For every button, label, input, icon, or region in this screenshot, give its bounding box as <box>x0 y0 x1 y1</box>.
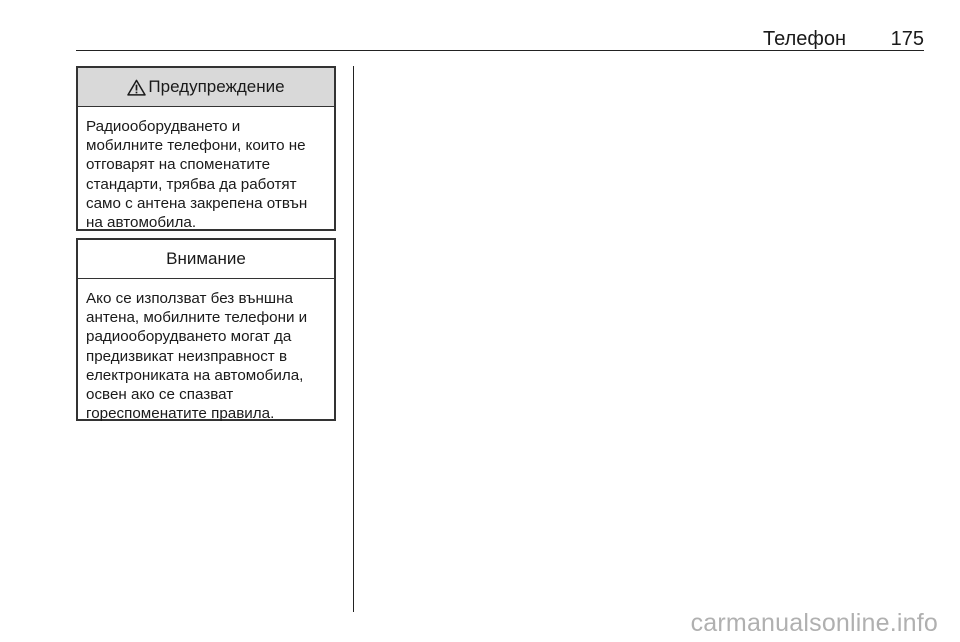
warning-text-line: стандарти, трябва да работят <box>86 175 297 193</box>
warning-text-line: мобилните телефони, които не <box>86 137 306 155</box>
caution-box-heading: Внимание <box>166 249 246 268</box>
caution-text-line: гореспоменатите правила. <box>86 405 275 423</box>
caution-box-header <box>78 240 334 279</box>
warning-box-body <box>78 107 334 232</box>
caution-text-line: антена, мобилните телефони и <box>86 309 308 327</box>
column-divider <box>353 66 354 612</box>
warning-text-line: на автомобила. <box>86 214 197 232</box>
caution-text-line: електрониката на автомобила, <box>86 366 304 384</box>
warning-text-line: Радиооборудването и <box>86 118 241 135</box>
caution-text-line: радиооборудването могат да <box>86 328 292 346</box>
caution-text-line: предизвикат неизправност в <box>86 347 288 365</box>
warning-text-line: само с антена закрепена отвън <box>86 194 308 212</box>
page-title: Телефон <box>763 28 846 50</box>
caution-box-body <box>78 279 334 423</box>
caution-text-line: Ако се използват без външна <box>86 290 293 307</box>
caution-box <box>76 238 336 421</box>
caution-text-line: освен ако се спазват <box>86 386 234 404</box>
warning-triangle-icon <box>127 79 146 96</box>
warning-text-line: отговарят на споменатите <box>86 156 271 174</box>
warning-box <box>76 66 336 231</box>
page-header <box>76 28 924 51</box>
watermark: carmanualsonline.info <box>690 609 938 637</box>
warning-box-header <box>78 68 334 107</box>
page-number: 175 <box>890 28 924 50</box>
warning-box-heading: Предупреждение <box>148 77 285 96</box>
